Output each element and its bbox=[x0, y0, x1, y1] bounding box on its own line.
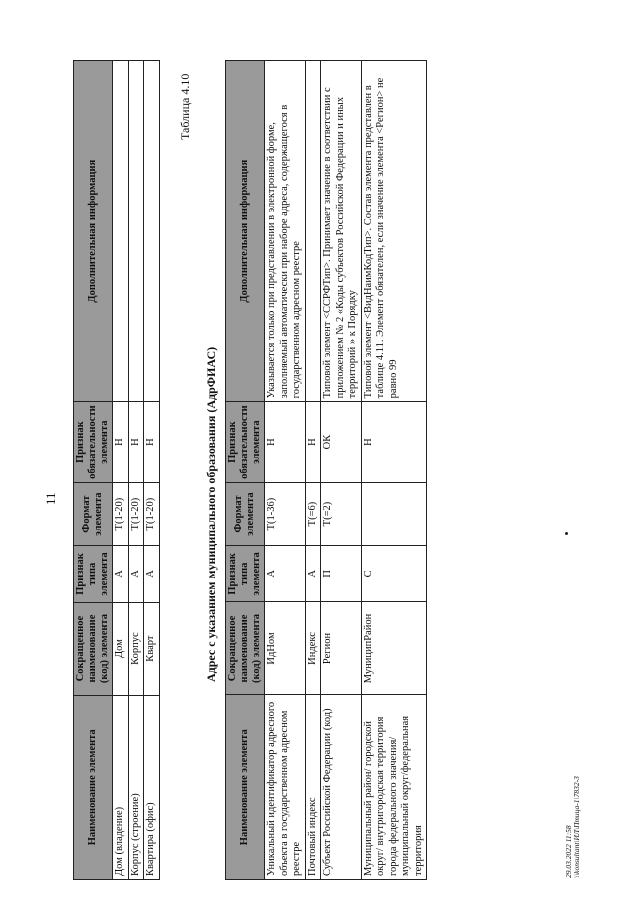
print-stamp bbox=[565, 776, 581, 878]
col-header: Признак типа элемента bbox=[226, 546, 265, 602]
col-header: Признак обязательности элемента bbox=[74, 402, 113, 483]
cell: Типовой элемент <ВидНаимКодТип>. Состав элемента представлен в таблице 4.11. Элемент обязателен, если значение элемента <Регион> не равно 99 bbox=[361, 61, 427, 402]
col-header: Формат элемента bbox=[226, 482, 265, 545]
table-row bbox=[113, 61, 129, 880]
col-header: Формат элемента bbox=[74, 482, 113, 545]
col-header: Наименование элемента bbox=[226, 695, 265, 880]
table-address-parts bbox=[73, 60, 160, 880]
col-header: Сокращенное наименование (код) элемента bbox=[226, 602, 265, 695]
cell: Кварт bbox=[144, 602, 160, 695]
cell: МуниципРайон bbox=[361, 602, 427, 695]
cell: Квартира (офис) bbox=[144, 695, 160, 879]
table-row bbox=[265, 61, 306, 880]
cell: Дом (владение) bbox=[113, 695, 129, 879]
cell: T(=2) bbox=[321, 482, 362, 545]
rotated-content bbox=[40, 60, 580, 890]
cell: T(1-20) bbox=[144, 482, 160, 545]
cell: А bbox=[128, 546, 144, 602]
cell: Н bbox=[361, 402, 427, 483]
stamp-path: \\konsultant\ИЛ\Птица-1\7832-3 bbox=[572, 776, 581, 878]
page-number: 11 bbox=[43, 492, 58, 505]
cell: Н bbox=[144, 402, 160, 483]
cell: Субъект Российской Федерации (код) bbox=[321, 695, 362, 880]
cell: Корпус (строение) bbox=[128, 695, 144, 879]
cell: А bbox=[265, 546, 306, 602]
cell: Н bbox=[113, 402, 129, 483]
table-header-row bbox=[226, 61, 265, 880]
col-header: Дополнительная информация bbox=[74, 61, 113, 402]
table-title: Адрес с указанием муниципального образования (АдрФИАС) bbox=[204, 346, 218, 682]
cell: T(1-20) bbox=[113, 482, 129, 545]
table-row bbox=[321, 61, 362, 880]
cell: Регион bbox=[321, 602, 362, 695]
cell: T(=6) bbox=[305, 482, 321, 545]
col-header: Сокращенное наименование (код) элемента bbox=[74, 602, 113, 695]
cell: А bbox=[113, 546, 129, 602]
cell: П bbox=[321, 546, 362, 602]
cell: Типовой элемент <ССРФТип>. Принимает значение в соответствии с приложением № 2 «Коды субъектов Российской Федерации и иных территорий » к Порядку bbox=[321, 61, 362, 402]
stamp-date: 29.03.2022 11:58 bbox=[564, 825, 573, 878]
cell: T(1-20) bbox=[128, 482, 144, 545]
cell: Указывается только при представлении в электронной форме, заполняемый автоматически при наборе адреса, содержащегося в государственном адресном реестре bbox=[265, 61, 306, 402]
cell: Н bbox=[128, 402, 144, 483]
cell: Индекс bbox=[305, 602, 321, 695]
cell: T(1-36) bbox=[265, 482, 306, 545]
col-header: Дополнительная информация bbox=[226, 61, 265, 402]
cell: Муниципальный район/ городской округ/ внутригородская территория города федерального значения/муниципальный округ/федеральная территория bbox=[361, 695, 427, 880]
table-fias-address bbox=[225, 60, 427, 880]
cell: Почтовый индекс bbox=[305, 695, 321, 880]
col-header: Признак типа элемента bbox=[74, 546, 113, 602]
cell: А bbox=[305, 546, 321, 602]
table-caption: Таблица 4.10 bbox=[178, 73, 192, 140]
table-header-row bbox=[74, 61, 113, 880]
table-row bbox=[144, 61, 160, 880]
col-header: Наименование элемента bbox=[74, 695, 113, 879]
cell: Дом bbox=[113, 602, 129, 695]
cell: ИдНом bbox=[265, 602, 306, 695]
cell: Н bbox=[305, 402, 321, 483]
cell bbox=[128, 61, 144, 402]
cell: А bbox=[144, 546, 160, 602]
table-row bbox=[305, 61, 321, 880]
table-row bbox=[361, 61, 427, 880]
cell: Уникальный идентификатор адресного объекта в государственном адресном реестре bbox=[265, 695, 306, 880]
cell: С bbox=[361, 546, 427, 602]
cell bbox=[144, 61, 160, 402]
table-row bbox=[128, 61, 144, 880]
cell bbox=[361, 482, 427, 545]
cell: ОК bbox=[321, 402, 362, 483]
scan-speck bbox=[565, 532, 568, 535]
cell bbox=[113, 61, 129, 402]
cell: Н bbox=[265, 402, 306, 483]
cell bbox=[305, 61, 321, 402]
cell: Корпус bbox=[128, 602, 144, 695]
col-header: Признак обязательности элемента bbox=[226, 402, 265, 483]
